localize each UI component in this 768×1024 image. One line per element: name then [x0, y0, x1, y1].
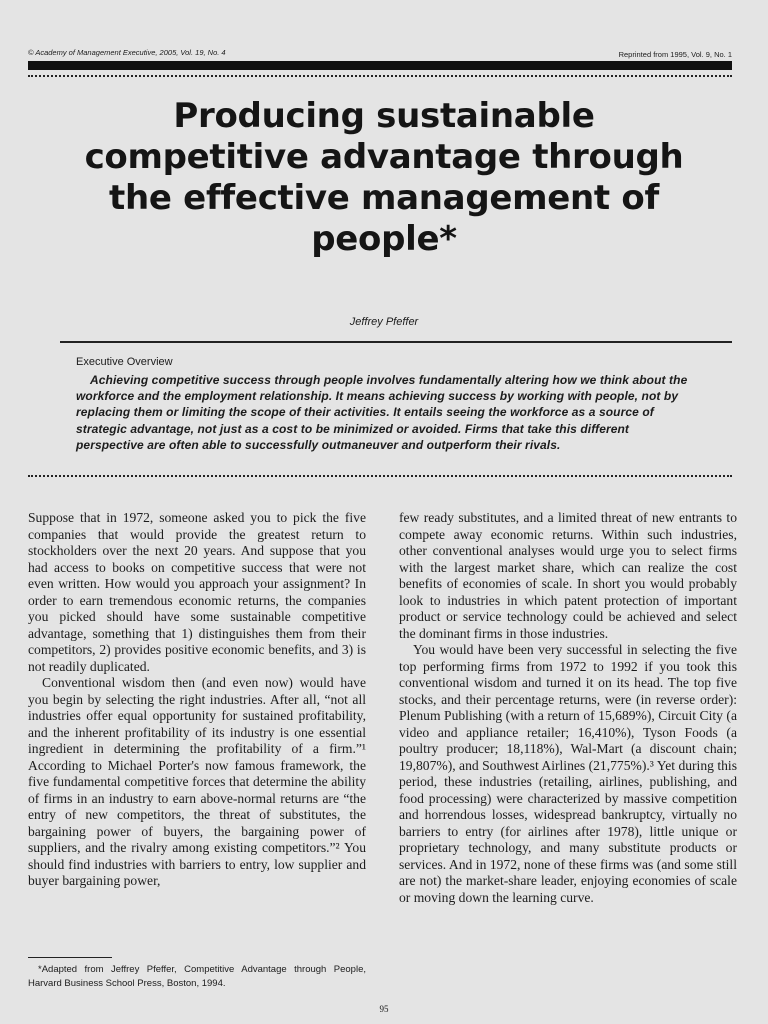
- journal-citation: © Academy of Management Executive, 2005, Vol. 19, No. 4: [28, 48, 226, 57]
- paragraph: few ready substitutes, and a limited threat of new entrants to compete away economic returns. Within such industries, other conventional analyses would urge you to select firms with the largest market share, which can realize the cost benefits of economies of scale. In short you would probably look to industries in which patent protection of important product or service technology could be achieved and select the dominant firms in those industries.: [399, 510, 737, 641]
- author-name: Jeffrey Pfeffer: [349, 316, 419, 328]
- overview-rule: [60, 341, 732, 343]
- body-column-right: [399, 510, 737, 906]
- footnote-rule: [28, 957, 112, 958]
- reprint-note: Reprinted from 1995, Vol. 9, No. 1: [618, 50, 732, 59]
- overview-text: Achieving competitive success through people involves fundamentally altering how we think about the workforce and the employment relationship. It means achieving success by working with people, not by replacing them or limiting the scope of their activities. It entails seeing the workforce as a source of strategic advantage, not just as a cost to be minimized or avoided. Firms that take this different perspective are often able to successfully outmaneuver and outperform their rivals.: [76, 373, 688, 452]
- paragraph: Conventional wisdom then (and even now) would have you begin by selecting the right industries. After all, “not all industries offer equal opportunity for sustained profitability, and the inherent profitability of its industry is one essential ingredient in determining the profitability of a firm.”¹ According to Michael Porter's now famous framework, the five fundamental competitive forces that determine the ability of firms in an industry to earn above-normal returns are “the entry of new competitors, the threat of substitutes, the bargaining power of buyers, the bargaining power of suppliers, and the rivalry among existing competitors.”² You should find industries with barriers to entry, low supplier and buyer bargaining power,: [28, 675, 366, 888]
- paragraph: Suppose that in 1972, someone asked you to pick the five companies that would provide the greatest return to stockholders over the next 20 years. And suppose that you had access to books on competitive success that were not even written. How would you approach your assignment? In order to earn tremendous economic returns, the companies you picked should have some sustainable competitive advantage, something that 1) distinguishes them from their competitors, 2) provides positive economic benefits, and 3) is not readily duplicated.: [28, 510, 366, 674]
- footnote: *Adapted from Jeffrey Pfeffer, Competitive Advantage through People, Harvard Business School Press, Boston, 1994.: [28, 964, 366, 989]
- dotted-divider-bottom: [28, 475, 732, 477]
- body-column-left: [28, 510, 366, 890]
- header-rule: [28, 61, 732, 70]
- overview-label: Executive Overview: [76, 356, 173, 368]
- paragraph: You would have been very successful in selecting the five top performing firms from 1972 to 1992 if you took this conventional wisdom and turned it on its head. The top five stocks, and their percentage returns, were (in reverse order): Plenum Publishing (with a return of 15,689%), Circuit City (a video and appliance retailer; 16,410%), Tyson Foods (a poultry producer; 18,118%), Wal-Mart (a discount chain; 19,807%), and Southwest Airlines (21,775%).³ Yet during this period, these industries (retailing, airlines, publishing, and food processing) were characterized by massive competition and horrendous losses, widespread bankruptcy, virtually no barriers to entry (for airlines after 1978), little unique or proprietary technology, and many substitute products or services. And in 1972, none of these firms was (and some still are not) the market-share leader, enjoying economies of scale or moving down the learning curve.: [399, 642, 737, 905]
- page-number: 95: [379, 1004, 389, 1014]
- dotted-divider-top: [28, 75, 732, 77]
- article-title: Producing sustainable competitive advantage through the effective management of people*: [84, 96, 684, 259]
